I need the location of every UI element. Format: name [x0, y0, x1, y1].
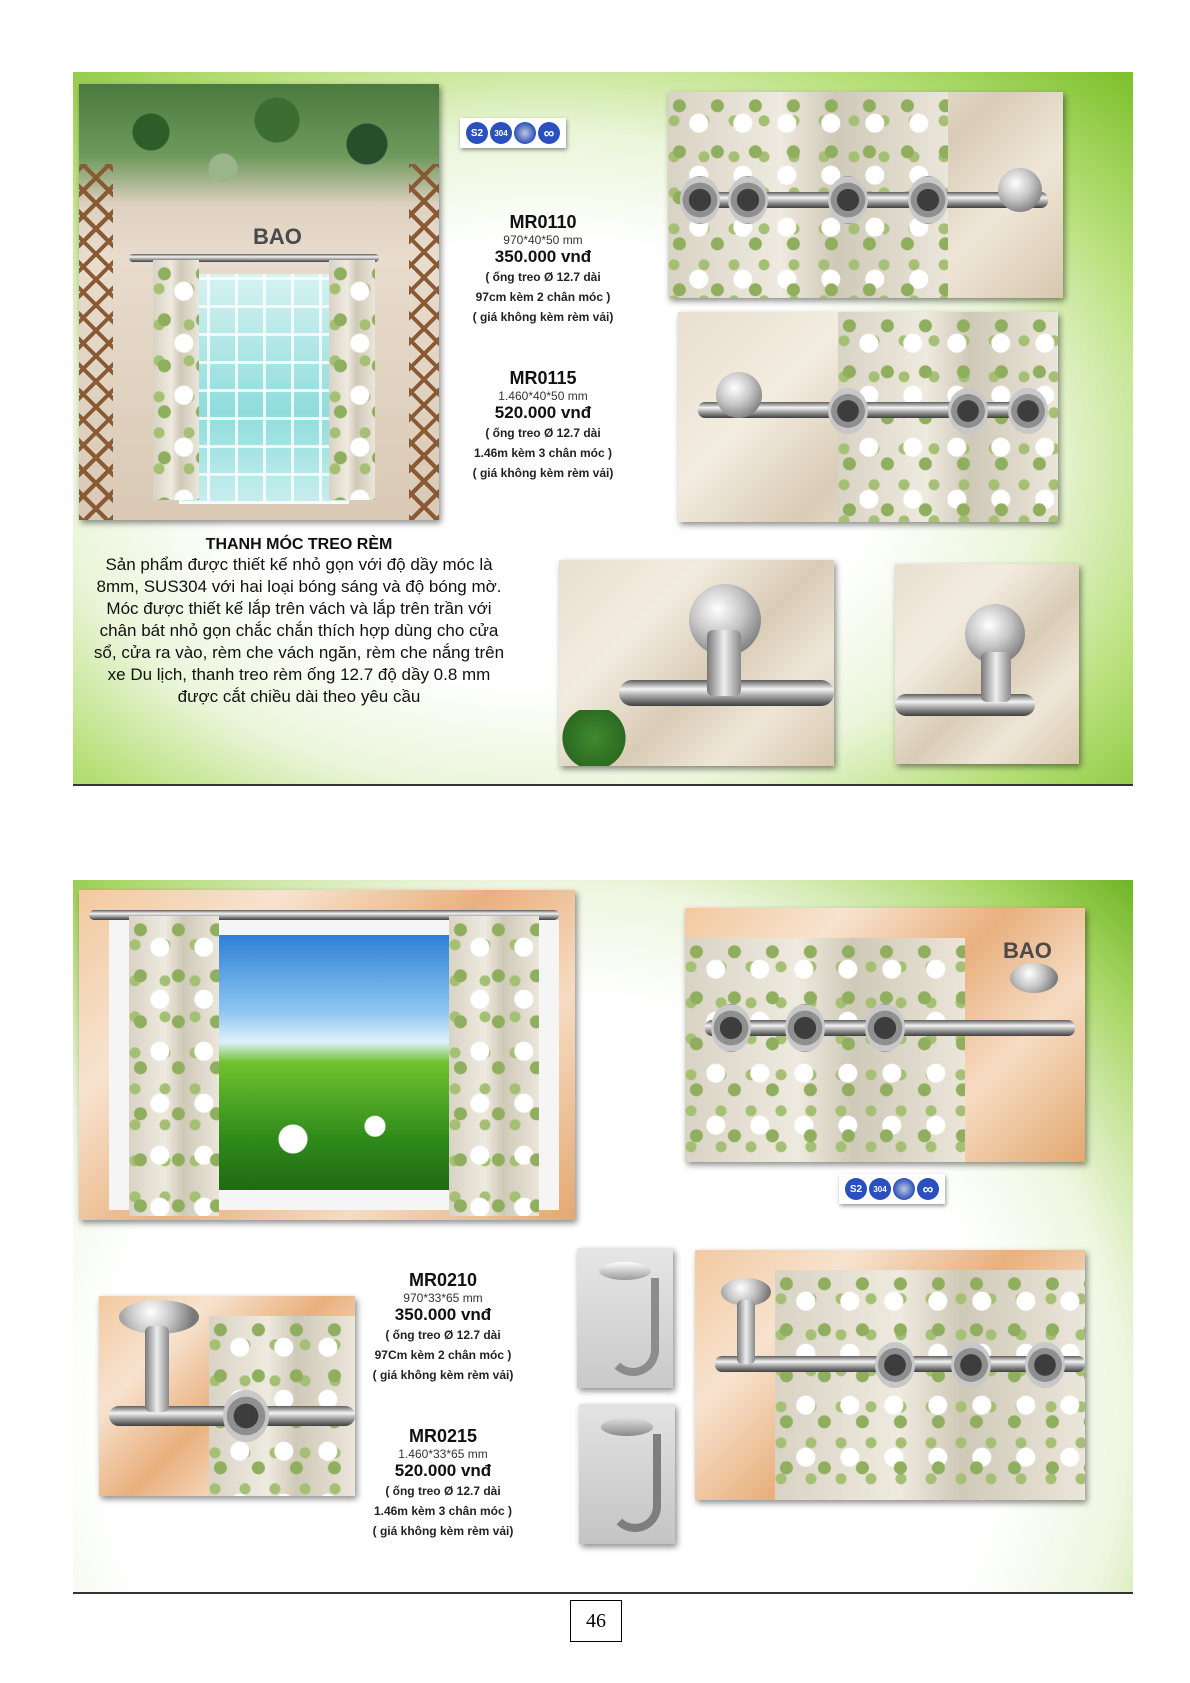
bracket-arm	[707, 630, 741, 696]
product-size: 1.460*33*65 mm	[398, 1447, 488, 1461]
product-note: ( ống treo Ø 12.7 dài	[385, 1328, 501, 1342]
product-price: 520.000 vnđ	[394, 1461, 492, 1480]
grommet	[948, 388, 988, 434]
grommet	[1025, 1342, 1065, 1388]
grommet	[875, 1342, 915, 1388]
sus304-badge-icon: 304	[490, 122, 512, 144]
product-mr0215	[343, 1426, 543, 1541]
catalog-panel-bottom	[73, 880, 1133, 1594]
cube-badge-icon	[893, 1178, 915, 1200]
s2-badge-icon: S2	[845, 1178, 867, 1200]
product-size: 970*40*50 mm	[503, 233, 583, 247]
product-note: 97Cm kèm 2 chân móc )	[374, 1348, 512, 1362]
wall-bracket	[716, 372, 762, 418]
product-note: ( giá không kèm rèm vải)	[472, 466, 614, 480]
grommet	[1008, 388, 1048, 434]
product-mr0110	[443, 212, 643, 327]
curtain-right	[329, 260, 375, 500]
grommet	[680, 176, 720, 224]
curtain-right	[449, 916, 539, 1216]
window-curtain-photo	[79, 84, 439, 520]
product-note: ( ống treo Ø 12.7 dài	[485, 426, 601, 440]
infinity-badge-icon: ∞	[917, 1178, 939, 1200]
window-landscape-photo	[79, 890, 575, 1220]
s2-badge-icon: S2	[466, 122, 488, 144]
ceiling-bracket	[1010, 963, 1058, 993]
bracket-arm	[737, 1300, 755, 1364]
rod-closeup-photo-1	[668, 92, 1063, 298]
grommet	[711, 1004, 751, 1052]
cube-badge-icon	[514, 122, 536, 144]
infinity-badge-icon: ∞	[538, 122, 560, 144]
product-code: MR0210	[408, 1270, 478, 1290]
green-leaf	[559, 710, 629, 766]
ceiling-bracket-photo	[99, 1296, 355, 1496]
certification-badges	[839, 1174, 945, 1204]
sus304-badge-icon: 304	[869, 1178, 891, 1200]
curtain-left	[129, 916, 219, 1216]
product-size: 1.460*40*50 mm	[498, 389, 588, 403]
product-note: ( ống treo Ø 12.7 dài	[485, 270, 601, 284]
product-price: 350.000 vnđ	[394, 1305, 492, 1324]
certification-badges	[460, 118, 566, 148]
hook-photo-matte	[579, 1404, 675, 1544]
product-code: MR0115	[509, 368, 577, 388]
grommet	[865, 1004, 905, 1052]
watermark-bao: BAO	[253, 224, 302, 249]
product-note: 1.46m kèm 3 chân móc )	[373, 1504, 513, 1518]
curtain-left	[153, 260, 199, 500]
bracket-arm	[145, 1326, 169, 1412]
product-note: 97cm kèm 2 chân móc )	[475, 290, 611, 304]
product-code: MR0215	[408, 1426, 478, 1446]
catalog-panel-top	[73, 72, 1133, 786]
product-description	[89, 536, 509, 708]
description-text: Sản phẩm được thiết kế nhỏ gọn với độ dầy móc là 8mm, SUS304 với hai loại bóng sáng và độ bóng mờ. Móc được thiết kế lắp trên vách và lắp trên trần với chân bát nhỏ gọn chắc chắn thích hợp dùng cho cửa sổ, cửa ra vào, rèm che vách ngăn, rèm che nắng trên xe Du lịch, thanh treo rèm ống 12.7 độ dầy 0.8 mm được cắt chiều dài theo yêu cầu	[93, 555, 505, 706]
section-title: THANH MÓC TREO RÈM	[205, 536, 393, 553]
grommet	[828, 176, 868, 224]
product-price: 350.000 vnđ	[494, 247, 592, 266]
lattice-right	[409, 164, 439, 520]
page-number: 46	[570, 1600, 622, 1642]
grommet	[908, 176, 948, 224]
bracket-arm	[981, 652, 1011, 702]
product-note: 1.46m kèm 3 chân móc )	[473, 446, 613, 460]
window-glass	[179, 274, 349, 504]
foliage-decoration	[79, 84, 439, 204]
hook-photo-polished	[577, 1248, 673, 1388]
watermark-bao: BAO	[1003, 938, 1052, 963]
bracket-closeup-photo-2	[895, 564, 1079, 764]
curtain-rod	[895, 694, 1035, 716]
grommet	[951, 1342, 991, 1388]
rod-closeup-photo-4	[695, 1250, 1085, 1500]
lattice-left	[79, 164, 113, 520]
hook-shape	[609, 1434, 661, 1532]
bracket-closeup-photo-1	[559, 560, 834, 766]
rod-closeup-photo-3	[685, 908, 1085, 1162]
product-code: MR0110	[509, 212, 577, 232]
product-size: 970*33*65 mm	[403, 1291, 483, 1305]
product-price: 520.000 vnđ	[494, 403, 592, 422]
rod-closeup-photo-2	[678, 312, 1058, 522]
grommet	[728, 176, 768, 224]
grommet	[785, 1004, 825, 1052]
product-note: ( giá không kèm rèm vải)	[372, 1524, 514, 1538]
product-note: ( giá không kèm rèm vải)	[372, 1368, 514, 1382]
wall-bracket	[998, 168, 1042, 212]
grommet	[828, 388, 868, 434]
product-note: ( ống treo Ø 12.7 dài	[385, 1484, 501, 1498]
hook-shape	[607, 1278, 659, 1376]
product-mr0210	[343, 1270, 543, 1385]
product-note: ( giá không kèm rèm vải)	[472, 310, 614, 324]
grommet	[223, 1390, 269, 1442]
product-mr0115	[443, 368, 643, 483]
